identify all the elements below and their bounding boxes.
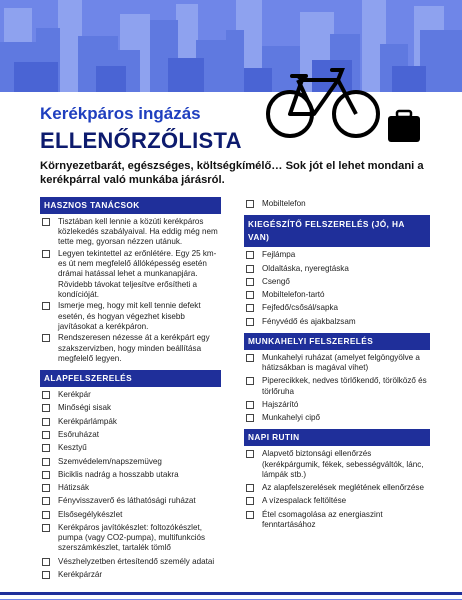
checkbox-icon[interactable] <box>42 497 50 505</box>
page-title: ELLENŐRZŐLISTA <box>40 128 242 153</box>
checkbox-icon[interactable] <box>42 511 50 519</box>
list-item[interactable]: Fejlámpa <box>244 250 430 260</box>
checkbox-icon[interactable] <box>42 458 50 466</box>
list-item[interactable]: Munkahelyi ruházat (amelyet felgöngyölve a hátizsákban is magával vihet) <box>244 353 430 373</box>
checkbox-icon[interactable] <box>246 354 254 362</box>
footer-rule <box>0 592 462 600</box>
routine-list <box>244 446 430 530</box>
section-heading-basic: ALAPFELSZERELÉS <box>40 370 221 387</box>
list-item[interactable]: Fejfedő/csősál/sapka <box>244 303 430 313</box>
checkbox-icon[interactable] <box>42 558 50 566</box>
bicycle-briefcase-illustration <box>262 62 430 152</box>
list-item[interactable]: Fényvisszaverő és láthatósági ruházat <box>40 496 221 506</box>
list-item[interactable]: Szemvédelem/napszemüveg <box>40 457 221 467</box>
checkbox-icon[interactable] <box>42 404 50 412</box>
list-item[interactable]: Minőségi sisak <box>40 403 221 413</box>
checkbox-icon[interactable] <box>42 471 50 479</box>
list-item[interactable]: Munkahelyi cipő <box>244 413 430 423</box>
checkbox-icon[interactable] <box>42 250 50 258</box>
checkbox-icon[interactable] <box>246 450 254 458</box>
list-item[interactable]: A vízespalack feltöltése <box>244 496 430 506</box>
checkbox-icon[interactable] <box>246 251 254 259</box>
phone-list <box>244 197 430 209</box>
section-heading-work: MUNKAHELYI FELSZERELÉS <box>244 333 430 350</box>
list-item[interactable]: Esőruházat <box>40 430 221 440</box>
list-item[interactable]: Kerékpárzár <box>40 570 221 580</box>
work-list <box>244 350 430 424</box>
list-item[interactable]: Étel csomagolása az energiaszint fenntartásához <box>244 510 430 530</box>
checkbox-icon[interactable] <box>246 265 254 273</box>
tips-list <box>40 214 221 364</box>
right-column <box>244 197 430 533</box>
list-item[interactable]: Kerékpár <box>40 390 221 400</box>
list-item[interactable]: Legyen tekintettel az erőnlétére. Egy 25 km-es út nem megfelelő állóképesség esetén drámai hatással lehet a munkanapjára. Rövidebb távokat teljesítve erősítheti a kondícióját. <box>40 249 221 300</box>
list-item[interactable]: Kerékpárlámpák <box>40 417 221 427</box>
checkbox-icon[interactable] <box>42 418 50 426</box>
checkbox-icon[interactable] <box>246 291 254 299</box>
checkbox-icon[interactable] <box>246 318 254 326</box>
list-item[interactable]: Hajszárító <box>244 400 430 410</box>
list-item[interactable]: Vészhelyzetben értesítendő személy adatai <box>40 557 221 567</box>
checkbox-icon[interactable] <box>246 497 254 505</box>
checkbox-icon[interactable] <box>246 304 254 312</box>
checkbox-icon[interactable] <box>42 391 50 399</box>
list-item[interactable]: Kesztyű <box>40 443 221 453</box>
list-item[interactable]: Ismerje meg, hogy mit kell tennie defekt esetén, és hogyan végezhet kisebb javításokat a kerékpáron. <box>40 301 221 332</box>
section-heading-tips: HASZNOS TANÁCSOK <box>40 197 221 214</box>
checkbox-icon[interactable] <box>42 524 50 532</box>
checkbox-icon[interactable] <box>246 377 254 385</box>
title-block <box>40 104 242 156</box>
checkbox-icon[interactable] <box>42 444 50 452</box>
list-item[interactable]: Piperecikkek, nedves törlőkendő, törölköző és törlőruha <box>244 376 430 396</box>
list-item[interactable]: Hátizsák <box>40 483 221 493</box>
checkbox-icon[interactable] <box>42 571 50 579</box>
checkbox-icon[interactable] <box>246 414 254 422</box>
list-item[interactable]: Biciklis nadrág a hosszabb utakra <box>40 470 221 480</box>
checkbox-icon[interactable] <box>42 484 50 492</box>
list-item[interactable]: Mobiltelefon <box>244 199 430 209</box>
checkbox-icon[interactable] <box>42 302 50 310</box>
checkbox-icon[interactable] <box>42 334 50 342</box>
section-heading-extra: KIEGÉSZÍTŐ FELSZERELÉS (JÓ, HA VAN) <box>244 215 430 247</box>
list-item[interactable]: Az alapfelszerelések meglétének ellenőrzése <box>244 483 430 493</box>
checkbox-icon[interactable] <box>42 431 50 439</box>
list-item[interactable]: Elsősegélykészlet <box>40 510 221 520</box>
checkbox-icon[interactable] <box>42 218 50 226</box>
list-item[interactable]: Kerékpáros javítókészlet: foltozókészlet, pumpa (vagy CO2-pumpa), multifunkciós szerszámkészlet, tartalék tömlő <box>40 523 221 554</box>
title-subtitle: Kerékpáros ingázás <box>40 104 201 123</box>
list-item[interactable]: Mobiltelefon-tartó <box>244 290 430 300</box>
checkbox-icon[interactable] <box>246 278 254 286</box>
bicycle-icon <box>268 70 378 136</box>
extra-list <box>244 247 430 327</box>
list-item[interactable]: Oldaltáska, nyeregtáska <box>244 264 430 274</box>
checkbox-icon[interactable] <box>246 401 254 409</box>
checkbox-icon[interactable] <box>246 200 254 208</box>
list-item[interactable]: Tisztában kell lennie a közúti kerékpáros közlekedés szabályaival. Ha eddig még nem tette meg, gyorsan nézzen utánuk. <box>40 217 221 248</box>
list-item[interactable]: Fényvédő és ajakbalzsam <box>244 317 430 327</box>
left-column <box>40 197 221 583</box>
section-heading-routine: NAPI RUTIN <box>244 429 430 446</box>
checkbox-icon[interactable] <box>246 484 254 492</box>
checkbox-icon[interactable] <box>246 511 254 519</box>
list-item[interactable]: Alapvető biztonsági ellenőrzés (kerékpárgumik, fékek, sebességváltók, lánc, lámpák stb.) <box>244 449 430 480</box>
briefcase-icon <box>388 111 420 142</box>
basic-list <box>40 387 221 580</box>
list-item[interactable]: Csengő <box>244 277 430 287</box>
intro-text: Környezetbarát, egészséges, költségkímélő… Sok jót el lehet mondani a kerékpárral való munkába járásról. <box>40 160 424 186</box>
list-item[interactable]: Rendszeresen nézesse át a kerékpárt egy szakszervizben, hogy minden beállítása megfelelő legyen. <box>40 333 221 364</box>
